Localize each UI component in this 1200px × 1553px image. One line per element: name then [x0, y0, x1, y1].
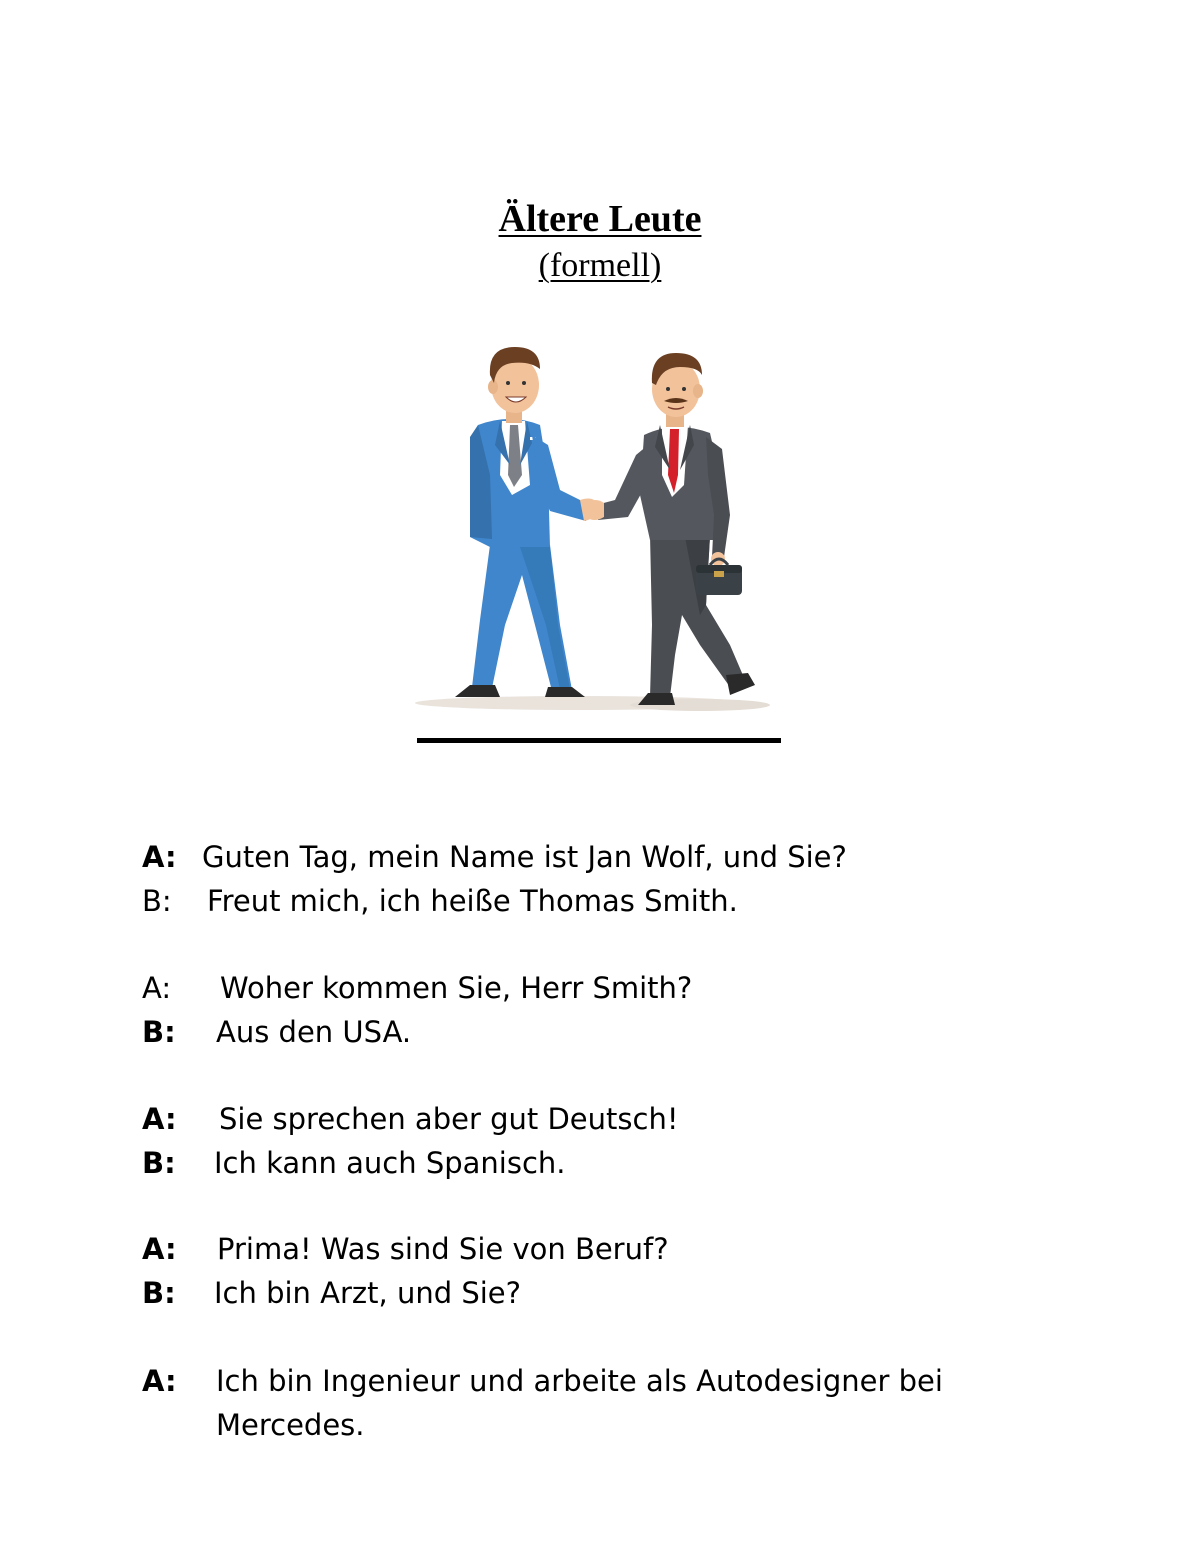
answer-blank-line — [417, 738, 781, 743]
dialog-text: Aus den USA. — [216, 1015, 412, 1049]
dialog-text: Sie sprechen aber gut Deutsch! — [219, 1102, 679, 1136]
dialog-text: Ich kann auch Spanisch. — [214, 1146, 566, 1180]
speaker-label: A: — [142, 1102, 177, 1136]
dialog-text: Ich bin Arzt, und Sie? — [214, 1276, 522, 1310]
speaker-label: A: — [142, 1232, 177, 1266]
speaker-label: B: — [142, 1015, 176, 1049]
speaker-label: B: — [142, 1276, 176, 1310]
dialog-text: Freut mich, ich heiße Thomas Smith. — [207, 884, 738, 918]
dialog-text: Guten Tag, mein Name ist Jan Wolf, und Sie? — [202, 840, 847, 874]
dialog-text: Woher kommen Sie, Herr Smith? — [220, 971, 693, 1005]
speaker-label: B: — [142, 1146, 176, 1180]
speaker-label: A: — [142, 971, 172, 1005]
handshake-illustration-icon — [400, 325, 800, 725]
dialog-text: Ich bin Ingenieur und arbeite als Autodesigner bei — [216, 1364, 943, 1398]
speaker-label: A: — [142, 1364, 177, 1398]
page-subtitle: (formell) — [538, 247, 662, 284]
speaker-label: B: — [142, 884, 172, 918]
dialog-text: Mercedes. — [216, 1408, 365, 1442]
dialog-text: Prima! Was sind Sie von Beruf? — [217, 1232, 669, 1266]
speaker-label: A: — [142, 840, 177, 874]
page-title: Ältere Leute — [498, 198, 702, 240]
